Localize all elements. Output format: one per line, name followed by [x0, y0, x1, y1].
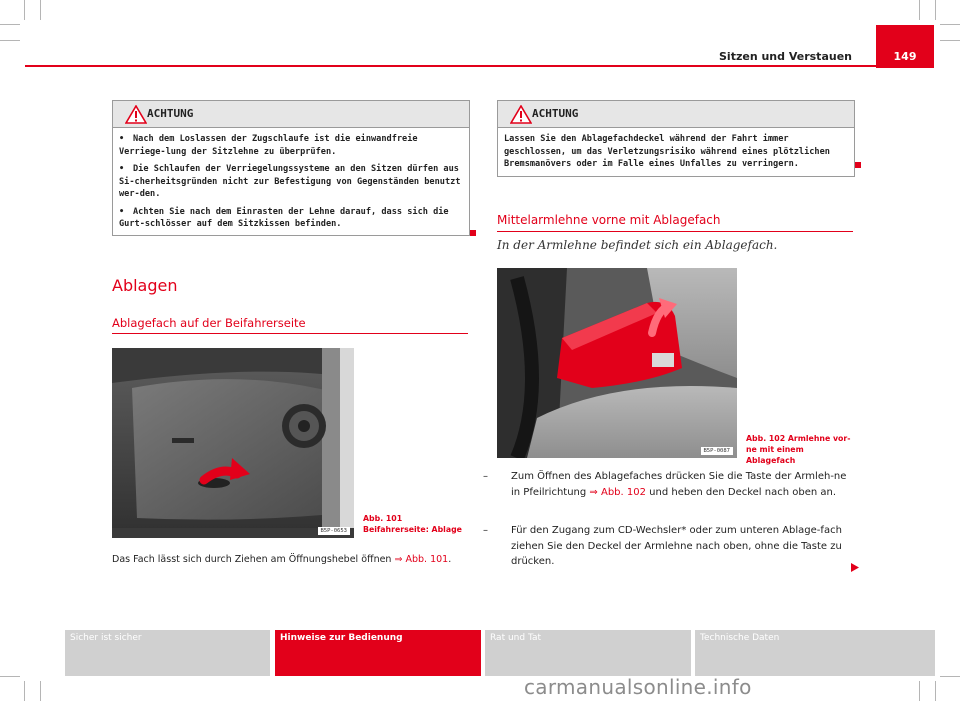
warning-box-right: [497, 100, 855, 177]
warning-item: • Achten Sie nach dem Einrasten der Lehne darauf, dass sich die Gurt-schlösser auf dem Sitzkissen befinden.: [119, 206, 449, 229]
section-subtitle: Ablagefach auf der Beifahrerseite: [112, 316, 306, 330]
armrest-section-title: Mittelarmlehne vorne mit Ablagefach: [497, 213, 721, 227]
armrest-image: [497, 268, 737, 458]
end-marker: [855, 162, 861, 168]
footer-tab-hinweise-zur-bedienung[interactable]: Hinweise zur Bedienung: [275, 630, 481, 676]
list-item: – Zum Öffnen des Ablagefaches drücken Sie die Taste der Armleh-ne in Pfeilrichtung ⇒ Abb. 102 und heben den Deckel nach oben an.: [483, 471, 847, 498]
crop-mark: [935, 681, 936, 701]
header-rule: [25, 65, 878, 67]
end-marker: [470, 230, 476, 236]
crop-mark: [40, 681, 41, 701]
list-dash: –: [483, 471, 488, 482]
figure-caption-number: Abb. 101: [363, 514, 403, 523]
footer-tab-rat-und-tat[interactable]: Rat und Tat: [485, 630, 691, 676]
page-number: 149: [893, 50, 917, 63]
crop-mark: [0, 40, 20, 41]
list-item: – Für den Zugang zum CD-Wechsler* oder zum unteren Ablage-fach ziehen Sie den Deckel der Armlehne nach oben, ohne die Taste zu drücken.: [483, 525, 842, 567]
crop-mark: [24, 681, 25, 701]
warning-box-left: [112, 100, 470, 236]
bullet: •: [119, 206, 125, 217]
warning-body: Lassen Sie den Ablagefachdeckel während der Fahrt immer geschlossen, um das Verletzungsrisiko während eines plötzlichen Bremsmanövers oder im Falle eines Unfalles zu verringern.: [504, 134, 830, 169]
watermark: carmanualsonline.info: [524, 675, 752, 699]
footer-tab-technische-daten[interactable]: Technische Daten: [695, 630, 935, 676]
figure-glovebox: [112, 348, 354, 538]
figure-caption-number: Abb. 102: [746, 434, 786, 443]
crop-mark: [940, 24, 960, 25]
section-header-title: Sitzen und Verstauen: [719, 50, 852, 63]
crop-mark: [940, 676, 960, 677]
figure-code: B5P-0087: [701, 447, 734, 455]
armrest-section-rule: [497, 231, 853, 232]
section-title: Ablagen: [112, 276, 178, 295]
figure-link-arrow[interactable]: ⇒: [394, 554, 403, 565]
warning-body: [113, 128, 469, 240]
crop-mark: [919, 681, 920, 701]
body-paragraph: Das Fach lässt sich durch Ziehen am Öffnungshebel öffnen ⇒ Abb. 101.: [112, 554, 452, 565]
figure-link-arrow[interactable]: ⇒: [589, 486, 598, 498]
figure-armrest: [497, 268, 737, 458]
figure-link[interactable]: Abb. 102: [600, 486, 646, 498]
warning-header: [498, 101, 854, 128]
crop-mark: [0, 24, 20, 25]
crop-mark: [40, 0, 41, 20]
warning-header: [113, 101, 469, 128]
figure-caption: [363, 513, 468, 535]
crop-mark: [935, 0, 936, 20]
section-rule: [112, 333, 468, 334]
glovebox-image: [112, 348, 354, 538]
bullet: •: [119, 134, 125, 144]
warning-triangle-icon: [510, 105, 532, 124]
crop-mark: [940, 40, 960, 41]
figure-caption-text: Armlehne vor-ne mit einem Ablagefach: [746, 434, 851, 465]
figure-code: B5P-0653: [318, 527, 351, 535]
warning-label: ACHTUNG: [147, 107, 194, 120]
bullet: •: [119, 164, 125, 174]
warning-label: ACHTUNG: [532, 107, 579, 120]
crop-mark: [919, 0, 920, 20]
crop-mark: [0, 676, 20, 677]
warning-item: • Die Schlaufen der Verriegelungssysteme an den Sitzen dürfen aus Si-cherheitsgründen nicht zur Befestigung von Gegenständen benutzt wer-den.: [119, 164, 461, 199]
warning-triangle-icon: [125, 105, 147, 124]
footer-tab-sicher-ist-sicher[interactable]: Sicher ist sicher: [65, 630, 270, 676]
crop-mark: [24, 0, 25, 20]
figure-caption-text: Beifahrerseite: Ablage: [363, 525, 462, 534]
figure-link[interactable]: Abb. 101: [405, 554, 449, 565]
arrow-right-icon: [851, 563, 859, 572]
list-dash: –: [483, 525, 488, 536]
figure-caption: [746, 433, 854, 466]
warning-item: • Nach dem Loslassen der Zugschlaufe ist die einwandfreie Verriege-lung der Sitzlehne zu überprüfen.: [119, 134, 418, 157]
armrest-intro: In der Armlehne befindet sich ein Ablagefach.: [497, 238, 778, 252]
